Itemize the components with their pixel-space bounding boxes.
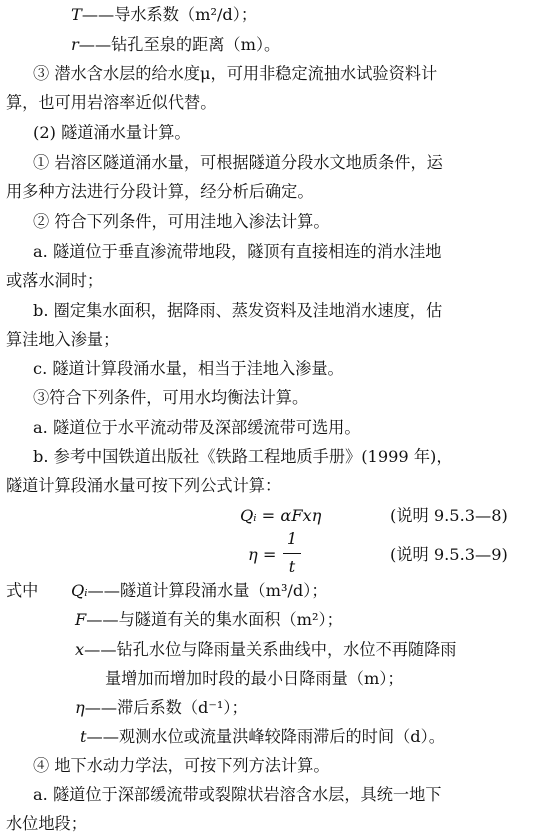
para-line: a. 隧道位于深部缓流带或裂隙状岩溶含水层，具统一地下	[33, 785, 442, 804]
para-line: 水位地段；	[6, 814, 87, 833]
def-x: x——钻孔水位与降雨量关系曲线中，水位不再随降雨	[75, 640, 457, 659]
para-line: 用多种方法进行分段计算，经分析后确定。	[6, 182, 314, 201]
where-label: 式中	[6, 581, 39, 600]
def-T: T——导水系数（m²/d）；	[71, 5, 258, 24]
fraction-bar	[283, 553, 301, 554]
para-line: b. 参考中国铁道出版社《铁路工程地质手册》(1999 年)，	[33, 447, 453, 466]
para-line: a. 隧道位于水平流动带及深部缓流带可选用。	[33, 418, 361, 437]
para-line: 隧道计算段涌水量可按下列公式计算：	[6, 476, 282, 495]
para-line: ③符合下列条件，可用水均衡法计算。	[33, 388, 309, 407]
equation-1-ref: (说明 9.5.3—8)	[390, 506, 508, 525]
def-eta: η——滞后系数（d⁻¹）；	[75, 698, 248, 717]
def-Qi: Qᵢ——隧道计算段涌水量（m³/d）；	[71, 581, 328, 600]
para-line: ③ 潜水含水层的给水度μ，可用非稳定流抽水试验资料计	[33, 64, 438, 83]
para-line: 或落水洞时；	[6, 271, 104, 290]
para-line: ④ 地下水动力学法，可按下列方法计算。	[33, 756, 330, 775]
def-r: r——钻孔至泉的距离（m）。	[71, 35, 281, 54]
para-line: ① 岩溶区隧道涌水量，可根据隧道分段水文地质条件，运	[33, 153, 443, 172]
para-line: 算洼地入渗量；	[6, 330, 120, 349]
def-t: t——观测水位或流量洪峰较降雨滞后的时间（d）。	[80, 727, 445, 746]
def-F: F——与隧道有关的集水面积（m²）；	[75, 610, 343, 629]
para-line: a. 隧道位于垂直渗流带地段，隧顶有直接相连的消水洼地	[33, 242, 442, 261]
section-heading: (2) 隧道涌水量计算。	[33, 123, 191, 142]
equation-2-lhs: η =	[248, 545, 277, 564]
equation-2-ref: (说明 9.5.3—9)	[390, 545, 508, 564]
para-line: b. 圈定集水面积，据降雨、蒸发资料及洼地消水速度，估	[33, 301, 443, 320]
para-line: c. 隧道计算段涌水量，相当于洼地入渗量。	[33, 359, 344, 378]
equation-2-numerator: 1	[286, 529, 298, 548]
equation-1: Qᵢ = αFxη	[240, 506, 322, 525]
para-line: 算，也可用岩溶率近似代替。	[6, 93, 217, 112]
para-line: ② 符合下列条件，可用洼地入渗法计算。	[33, 212, 330, 231]
equation-2-denominator: t	[288, 557, 296, 576]
def-x-continued: 量增加而增加时段的最小日降雨量（m）；	[105, 669, 404, 688]
